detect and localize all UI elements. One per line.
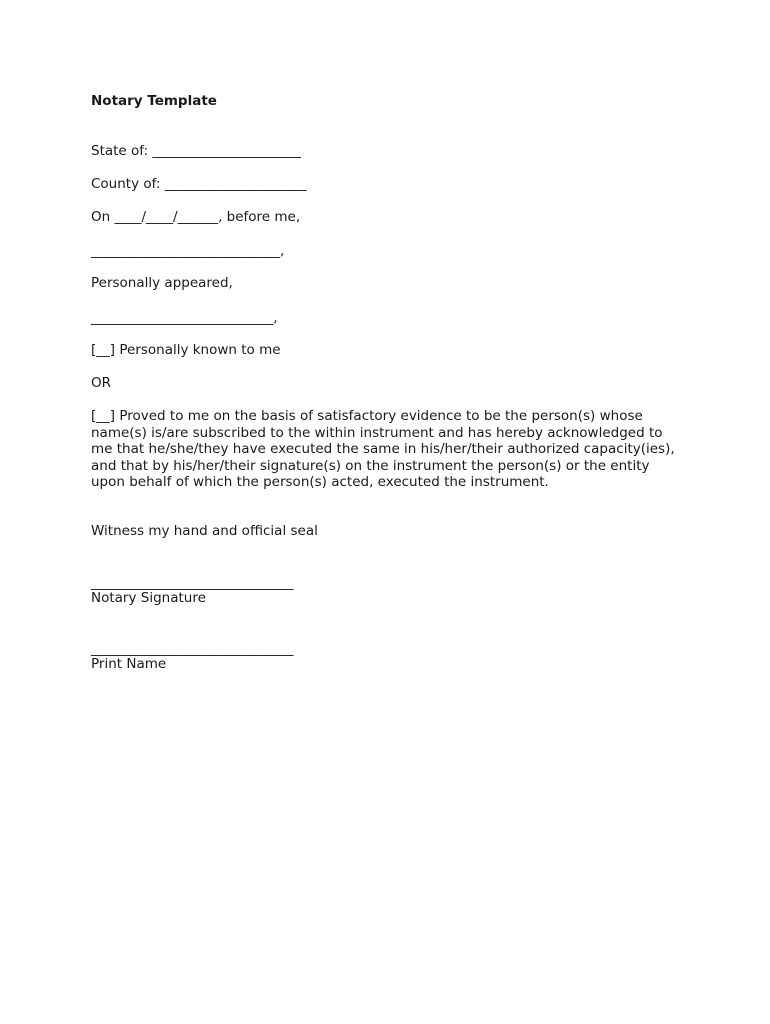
- signature-line: ______________________________: [91, 575, 294, 591]
- officer-name-line: ____________________________,: [91, 243, 285, 259]
- appearer-name-line: ___________________________,: [91, 310, 278, 326]
- state-field: State of: ______________________: [91, 143, 301, 159]
- witness-statement: Witness my hand and official seal: [91, 523, 318, 539]
- proved-evidence-option: [__] Proved to me on the basis of satisfactory evidence to be the person(s) whose name(s) is/are subscribed to the within instrument and has hereby acknowledged to me that he/she/they have executed the same in his/her/their authorized capacity(ies), and that by his/her/their signature(s) on the instrument the person(s) or the entity upon behalf of which the person(s) acted, executed the instrument.: [91, 408, 675, 490]
- or-separator: OR: [91, 375, 112, 391]
- date-field: On ____/____/______, before me,: [91, 209, 301, 225]
- county-field: County of: _____________________: [91, 176, 307, 192]
- document-title: Notary Template: [91, 93, 217, 109]
- print-name-label: Print Name: [91, 656, 167, 672]
- personally-known-option: [__] Personally known to me: [91, 342, 281, 358]
- personally-appeared-label: Personally appeared,: [91, 275, 233, 291]
- signature-label: Notary Signature: [91, 590, 206, 606]
- print-name-line: ______________________________: [91, 641, 294, 657]
